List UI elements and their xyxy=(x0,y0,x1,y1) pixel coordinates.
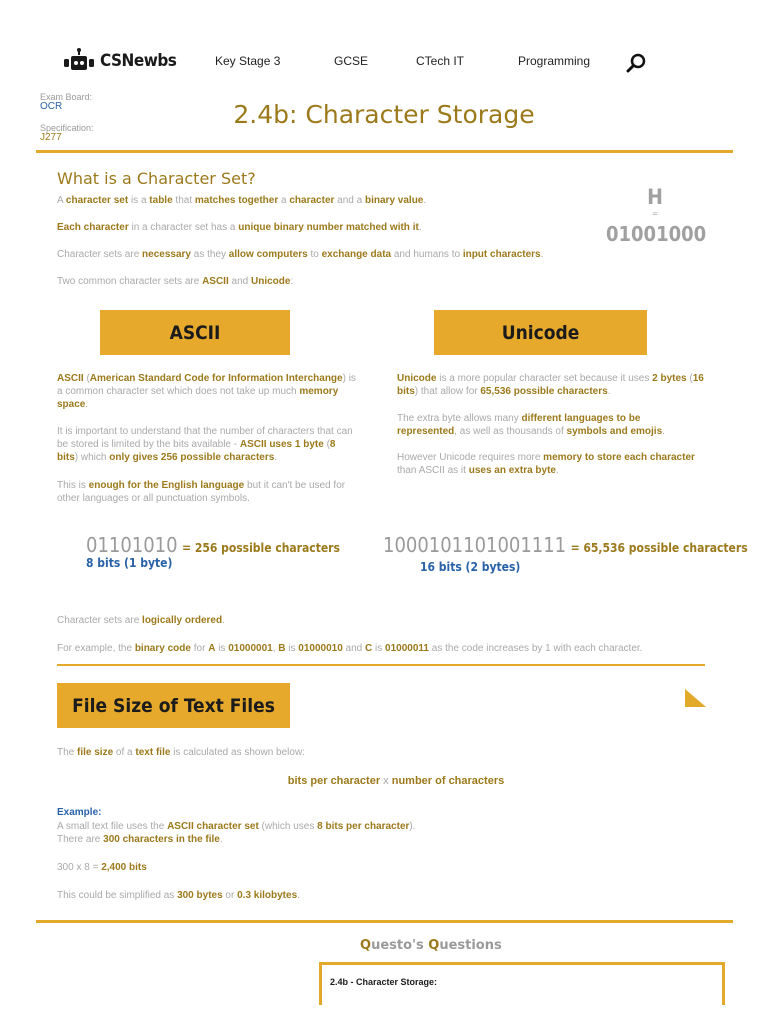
nav-ctech-it[interactable]: CTech IT xyxy=(416,54,465,68)
unicode-banner: Unicode xyxy=(434,310,647,355)
site-logo[interactable] xyxy=(62,48,176,74)
unicode-binary-example xyxy=(383,533,748,557)
ascii-banner: ASCII xyxy=(100,310,290,355)
charset-p4: Two common character sets are ASCII and Unicode: xyxy=(57,276,294,287)
divider xyxy=(36,920,733,923)
ascii-binary-example xyxy=(86,533,340,557)
nav-programming[interactable]: Programming xyxy=(518,54,591,68)
ordered-p1: Character sets are logically ordered. xyxy=(57,615,225,626)
ascii-p3: This is enough for the English language but it can't be used for other languages or all punctuation symbols. xyxy=(57,480,346,504)
unicode-bits-label: 16 bits (2 bytes) xyxy=(420,560,521,574)
questions-title: Questo's Questions xyxy=(360,938,502,953)
nav-key-stage-3[interactable]: Key Stage 3 xyxy=(215,54,281,68)
spec-label: Specification: xyxy=(40,123,94,133)
search-button[interactable] xyxy=(626,52,648,79)
divider-thin xyxy=(57,664,705,666)
questions-box-heading: 2.4b - Character Storage: xyxy=(330,977,438,987)
spec-value: J277 xyxy=(40,132,62,143)
charset-p2: Each character in a character set has a unique binary number matched with it. xyxy=(57,222,422,233)
example-character: H xyxy=(647,185,663,209)
example-binary: 01001000 xyxy=(606,222,707,246)
ascii-bits-label: 8 bits (1 byte) xyxy=(86,556,173,570)
unicode-binary-label: = 65,536 possible characters xyxy=(570,541,748,555)
nav-gcse[interactable]: GCSE xyxy=(334,54,369,68)
example-simplify: This could be simplified as 300 bytes or 0.3 kilobytes. xyxy=(57,890,300,901)
ascii-binary-label: = 256 possible characters xyxy=(182,541,340,555)
ascii-binary: 01101010 xyxy=(86,533,178,557)
example-calc: 300 x 8 = 2,400 bits xyxy=(57,862,147,873)
logo-text: CSNewbs xyxy=(100,51,177,71)
ascii-p1: ASCII (American Standard Code for Information Interchange) is a common character set which does not take up much memory space. xyxy=(57,373,356,410)
section-heading-character-set: What is a Character Set? xyxy=(57,169,256,188)
page-corner-icon xyxy=(685,689,707,709)
example-line-2: There are 300 characters in the file. xyxy=(57,834,223,845)
divider xyxy=(36,150,733,153)
example-equals: = xyxy=(651,209,659,218)
example-label: Example: xyxy=(57,807,102,818)
exam-board-value: OCR xyxy=(40,101,63,112)
page-title: 2.4b: Character Storage xyxy=(233,100,535,129)
charset-p3: Character sets are necessary as they allow computers to exchange data and humans to input characters. xyxy=(57,249,544,260)
unicode-binary: 1000101101001111 xyxy=(383,533,567,557)
file-size-banner: File Size of Text Files xyxy=(57,683,290,728)
ordered-p2: For example, the binary code for A is 01000001, B is 01000010 and C is 01000011 as the code increases by 1 with each character. xyxy=(57,643,643,654)
unicode-p3: However Unicode requires more memory to store each character than ASCII as it uses an extra byte. xyxy=(397,452,695,476)
example-line-1: A small text file uses the ASCII character set (which uses 8 bits per character). xyxy=(57,821,416,832)
filesize-p1: The file size of a text file is calculated as shown below: xyxy=(57,747,305,758)
ascii-p2: It is important to understand that the number of characters that can be stored is limited by the bits available - ASCII uses 1 byte (8 bits) which only gives 256 possible characters. xyxy=(57,426,353,463)
exam-board-label: Exam Board: xyxy=(40,92,93,102)
unicode-p1: Unicode is a more popular character set because it uses 2 bytes (16 bits) that allow for 65,536 possible characters. xyxy=(397,373,704,397)
charset-p1: A character set is a table that matches together a character and a binary value. xyxy=(57,195,427,206)
search-icon xyxy=(626,52,648,74)
robot-icon xyxy=(62,48,96,74)
filesize-formula: bits per character x number of characters xyxy=(287,775,505,787)
unicode-p2: The extra byte allows many different languages to be represented, as well as thousands of symbols and emojis. xyxy=(397,413,665,437)
